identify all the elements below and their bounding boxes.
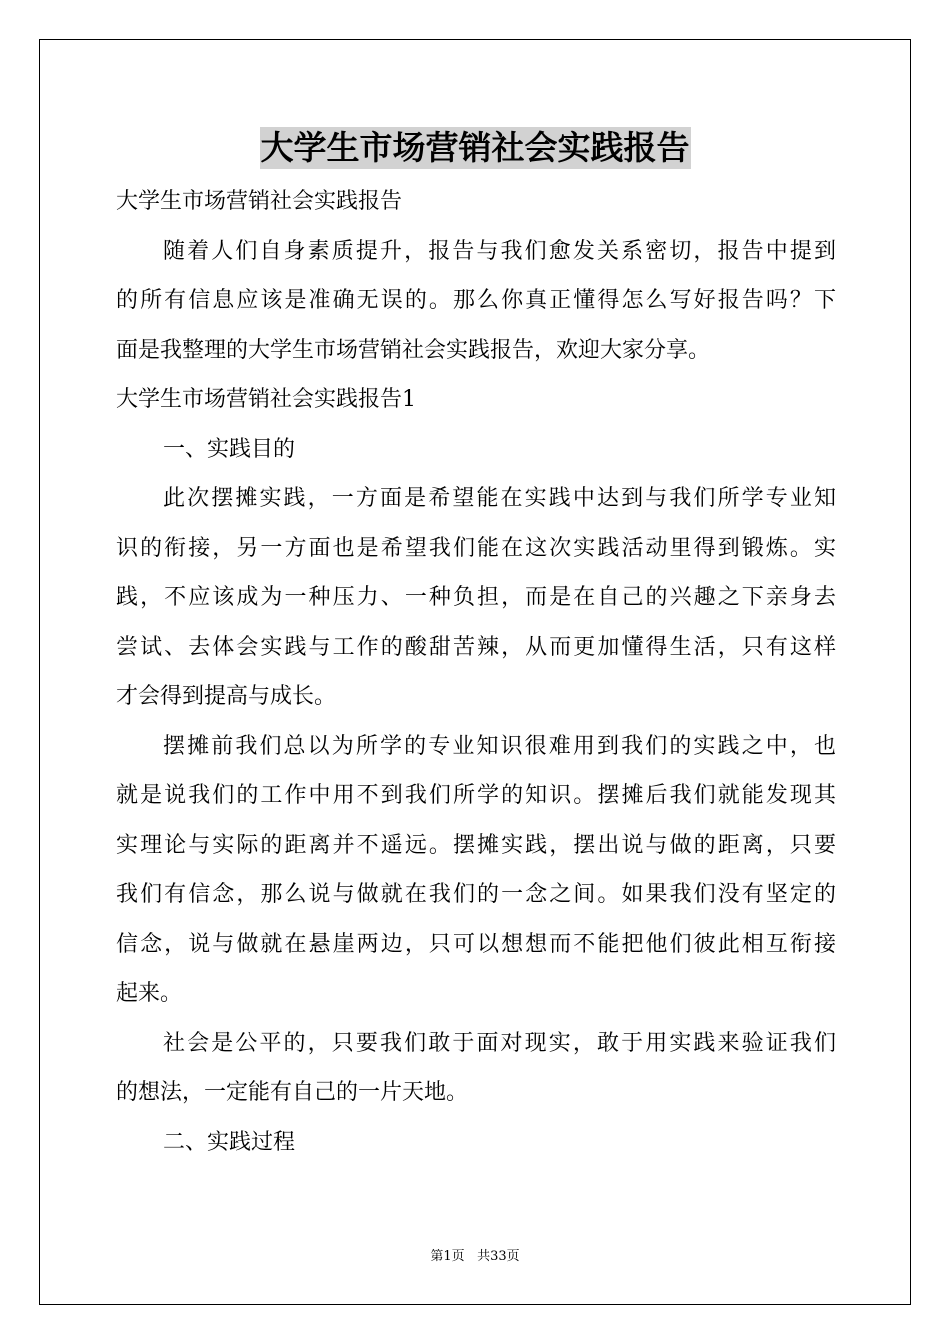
body-line: 社会是公平的，只要我们敢于面对现实，敢于用实践来验证我们 xyxy=(163,1030,836,1056)
section-title-line: 大学生市场营销社会实践报告1 xyxy=(116,387,416,412)
body-line: 识的衔接，另一方面也是希望我们能在这次实践活动里得到锻炼。实 xyxy=(116,535,836,561)
body-line: 践，不应该成为一种压力、一种负担，而是在自己的兴趣之下亲身去 xyxy=(116,585,836,610)
body-line: 摆摊前我们总以为所学的专业知识很难用到我们的实践之中，也 xyxy=(163,733,836,759)
document-body xyxy=(116,177,836,1167)
body-line: 我们有信念，那么说与做就在我们的一念之间。如果我们没有坚定的 xyxy=(116,882,836,907)
subtitle-line: 大学生市场营销社会实践报告 xyxy=(116,189,403,214)
section-heading: 二、实践过程 xyxy=(163,1129,296,1155)
document-title: 大学生市场营销社会实践报告 xyxy=(260,128,690,167)
body-line: 起来。 xyxy=(116,981,183,1006)
body-line: 实理论与实际的距离并不遥远。摆摊实践，摆出说与做的距离，只要 xyxy=(116,832,836,858)
page-number: 第1页 xyxy=(430,1249,465,1264)
body-line: 面是我整理的大学生市场营销社会实践报告，欢迎大家分享。 xyxy=(116,337,711,363)
body-line: 随着人们自身素质提升，报告与我们愈发关系密切，报告中提到 xyxy=(163,238,836,264)
body-line: 尝试、去体会实践与工作的酸甜苦辣，从而更加懂得生活，只有这样 xyxy=(116,634,836,660)
body-line: 才会得到提高与成长。 xyxy=(116,684,337,709)
body-line: 此次摆摊实践，一方面是希望能在实践中达到与我们所学专业知 xyxy=(163,486,836,511)
body-line: 的想法，一定能有自己的一片天地。 xyxy=(116,1080,469,1105)
page-total: 共33页 xyxy=(477,1249,520,1264)
body-line: 信念，说与做就在悬崖两边，只可以想想而不能把他们彼此相互衔接 xyxy=(116,931,836,957)
body-line: 就是说我们的工作中用不到我们所学的知识。摆摊后我们就能发现其 xyxy=(116,783,836,808)
body-line: 的所有信息应该是准确无误的。那么你真正懂得怎么写好报告吗？下 xyxy=(116,288,836,313)
title-block xyxy=(0,127,950,169)
section-heading: 一、实践目的 xyxy=(163,436,296,462)
page-footer xyxy=(0,1248,950,1266)
